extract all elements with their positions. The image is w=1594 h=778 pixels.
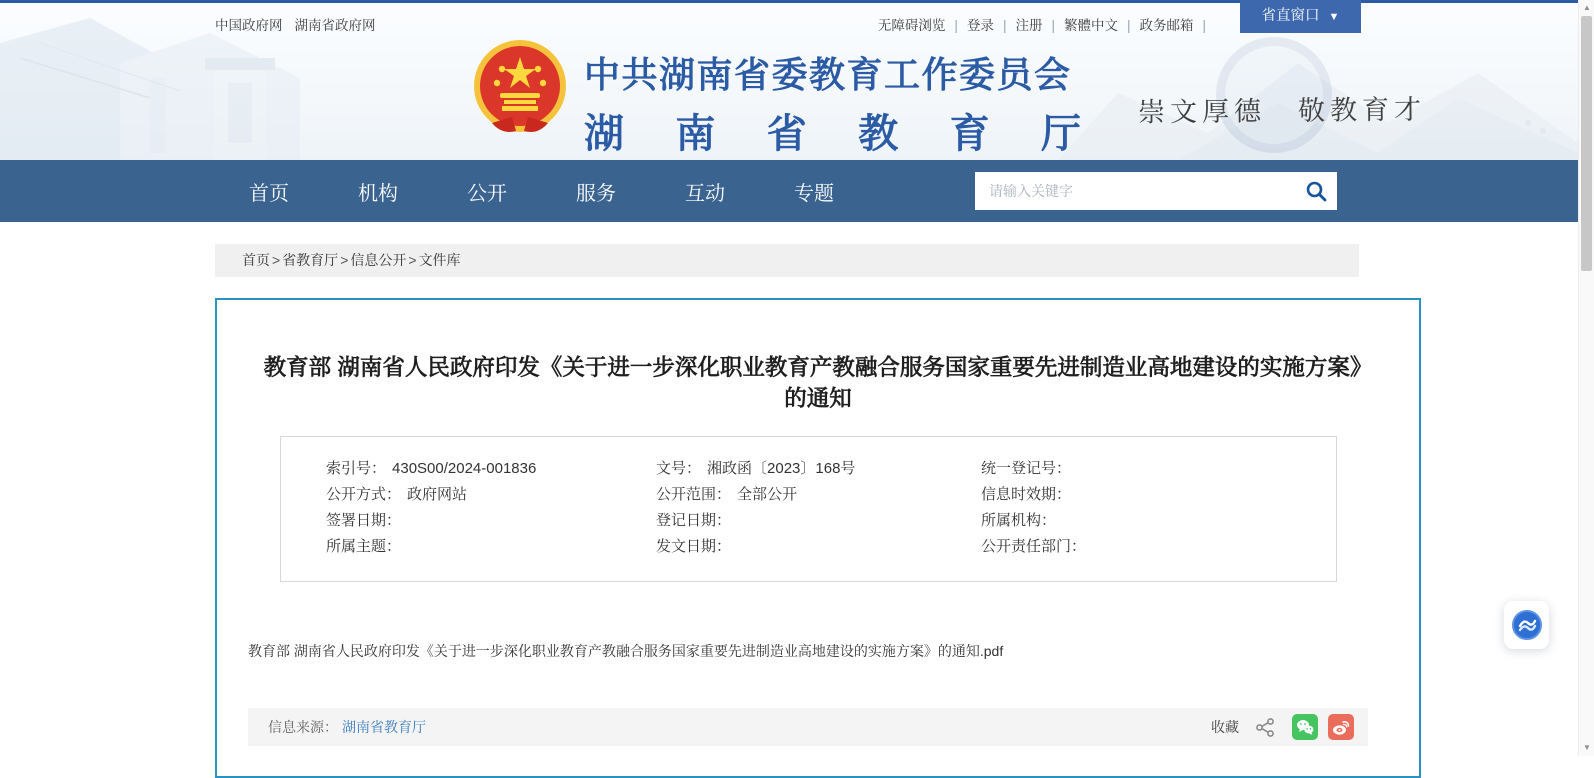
nav-item-4[interactable]: 互动 — [685, 182, 725, 205]
separator: | — [1002, 18, 1007, 33]
meta-label: 统一登记号： — [981, 459, 1072, 477]
meta-cell — [326, 535, 656, 556]
gov-window-label: 省直窗口 — [1261, 8, 1320, 24]
source-label: 信息来源： — [268, 719, 338, 735]
meta-cell — [981, 483, 1336, 504]
wechat-share-button[interactable] — [1292, 714, 1318, 740]
document-meta-table — [280, 436, 1337, 582]
meta-label: 所属机构： — [981, 511, 1057, 529]
separator: | — [1126, 18, 1131, 33]
share-button[interactable] — [1255, 717, 1276, 738]
search-box — [975, 172, 1337, 210]
utility-link-0[interactable]: 无障碍浏览 — [877, 18, 946, 33]
wechat-icon — [1295, 717, 1315, 737]
utility-link-4[interactable]: 政务邮箱 — [1139, 18, 1194, 33]
meta-cell — [981, 509, 1336, 530]
meta-row-1 — [326, 480, 1336, 506]
search-button[interactable] — [1295, 172, 1337, 210]
page-title: 教育部 湖南省人民政府印发《关于进一步深化职业教育产教融合服务国家重要先进制造业高地建设的实施方案》的通知 — [263, 355, 1373, 411]
meta-value: 全部公开 — [737, 485, 798, 503]
site-branding — [584, 47, 1081, 159]
nav-item-3[interactable]: 服务 — [576, 182, 616, 205]
org-name-department: 湖南省教育厅 — [584, 112, 1081, 156]
meta-label: 登记日期： — [656, 511, 732, 529]
weibo-icon — [1331, 717, 1351, 737]
nav-items — [248, 160, 835, 222]
meta-row-2 — [326, 506, 1336, 532]
breadcrumb-separator: > — [272, 252, 281, 268]
source-link[interactable]: 湖南省教育厅 — [342, 719, 426, 735]
meta-label: 文号： — [656, 459, 702, 477]
meta-label: 公开方式： — [326, 485, 402, 503]
breadcrumb-item-0[interactable]: 首页 — [242, 252, 270, 268]
favorite-button[interactable]: 收藏 — [1211, 719, 1239, 735]
meta-label: 索引号： — [326, 459, 387, 477]
separator: | — [954, 18, 958, 33]
source-strip — [248, 708, 1368, 746]
calligraphy-slogan: 崇文厚德 敬教育才 — [1137, 94, 1427, 129]
meta-label: 发文日期： — [656, 537, 732, 555]
floating-service-button[interactable] — [1504, 601, 1549, 649]
nav-item-0[interactable]: 首页 — [249, 182, 289, 205]
site-link-1[interactable]: 湖南省政府网 — [294, 18, 376, 33]
separator: | — [1051, 18, 1055, 33]
scrollbar-thumb[interactable] — [1581, 16, 1592, 271]
meta-cell — [656, 509, 981, 530]
meta-cell — [326, 483, 656, 504]
meta-value: 湘政函〔2023〕168号 — [707, 459, 856, 477]
site-links — [215, 14, 388, 34]
vertical-scrollbar[interactable] — [1578, 0, 1594, 756]
scrollbar-up-arrow[interactable]: ▲ — [1583, 3, 1591, 12]
meta-cell — [981, 535, 1336, 556]
gov-window-dropdown-button[interactable] — [1240, 0, 1361, 33]
meta-cell — [981, 457, 1336, 478]
meta-row-3 — [326, 532, 1336, 558]
meta-cell — [656, 457, 981, 478]
meta-cell — [656, 483, 981, 504]
nav-item-5[interactable]: 专题 — [794, 182, 834, 205]
meta-cell — [656, 535, 981, 556]
breadcrumb-item-1[interactable]: 省教育厅 — [282, 252, 339, 268]
search-icon — [1305, 180, 1327, 202]
meta-row-0 — [326, 454, 1336, 480]
org-name-committee: 中共湖南省委教育工作委员会 — [584, 54, 1072, 95]
meta-value: 430S00/2024-001836 — [392, 459, 537, 477]
utility-link-2[interactable]: 注册 — [1015, 18, 1043, 33]
meta-value: 政府网站 — [407, 485, 468, 503]
meta-label: 公开范围： — [656, 485, 732, 503]
meta-cell — [326, 457, 656, 478]
utility-links — [869, 14, 1206, 34]
share-icon — [1255, 717, 1276, 738]
article-card — [215, 298, 1421, 778]
main-navigation — [0, 160, 1578, 222]
nav-item-1[interactable]: 机构 — [358, 182, 398, 205]
meta-label: 签署日期： — [326, 511, 402, 529]
breadcrumb-item-2[interactable]: 信息公开 — [350, 252, 407, 268]
separator: | — [1202, 18, 1206, 33]
site-link-0[interactable]: 中国政府网 — [215, 18, 283, 33]
meta-label: 公开责任部门： — [981, 537, 1087, 555]
meta-cell — [326, 509, 656, 530]
weibo-share-button[interactable] — [1328, 714, 1354, 740]
nav-item-2[interactable]: 公开 — [467, 182, 507, 205]
breadcrumb-item-3[interactable]: 文件库 — [418, 252, 461, 268]
attachment-pdf-link[interactable]: 教育部 湖南省人民政府印发《关于进一步深化职业教育产教融合服务国家重要先进制造业高地建设的实施方案》的通知.pdf — [248, 643, 1004, 659]
utility-link-1[interactable]: 登录 — [966, 18, 994, 33]
service-chat-icon — [1511, 609, 1543, 641]
meta-label: 信息时效期： — [981, 485, 1072, 503]
utility-link-3[interactable]: 繁體中文 — [1063, 18, 1118, 33]
search-input[interactable] — [975, 172, 1295, 210]
breadcrumb-separator: > — [340, 252, 349, 268]
breadcrumb-separator: > — [408, 252, 417, 268]
meta-label: 所属主题： — [326, 537, 402, 555]
breadcrumb — [215, 244, 1359, 277]
national-emblem-logo — [472, 39, 568, 139]
scrollbar-down-arrow[interactable]: ▼ — [1583, 743, 1591, 752]
dropdown-arrow-icon: ▼ — [1328, 11, 1340, 23]
